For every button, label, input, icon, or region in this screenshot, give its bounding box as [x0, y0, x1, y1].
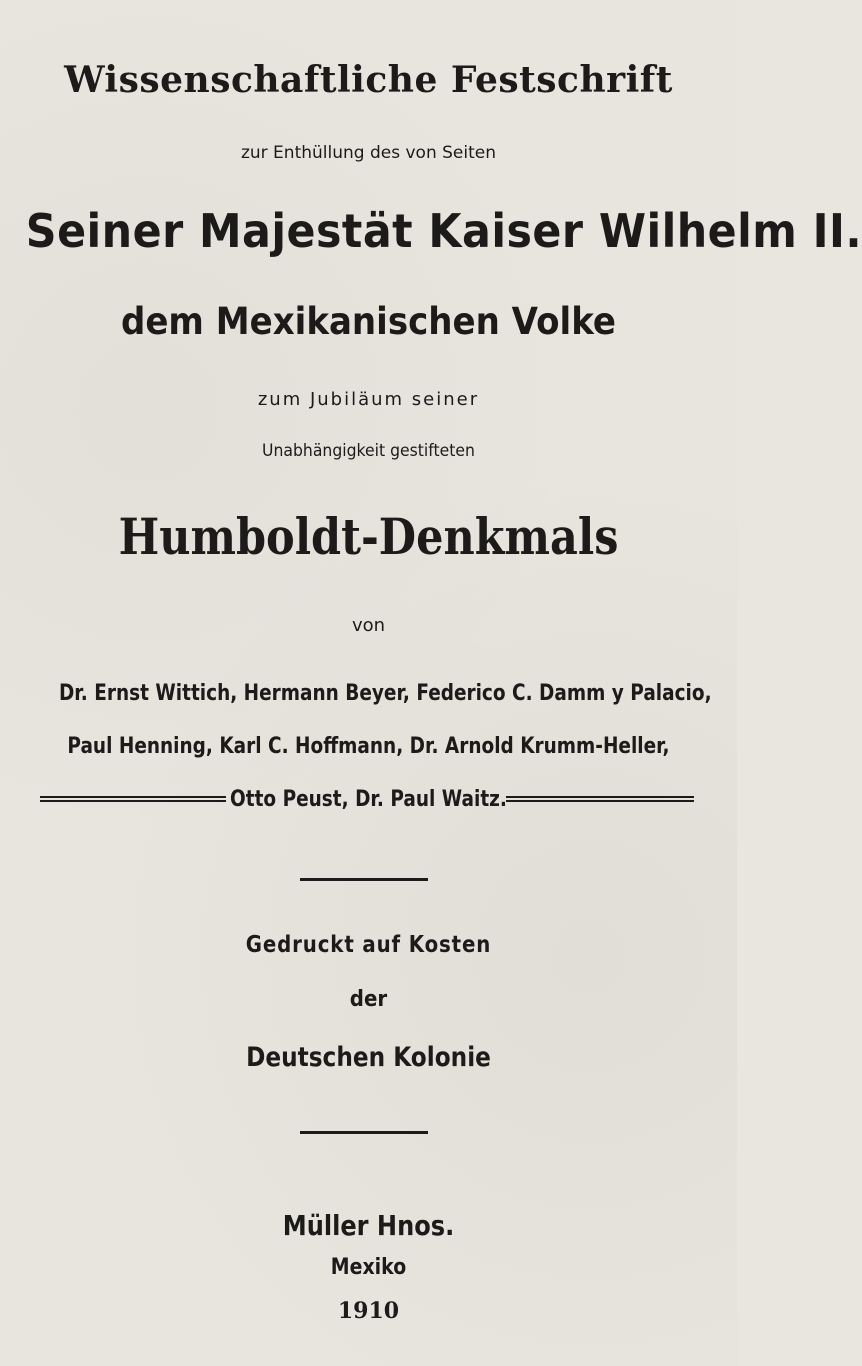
authors-line-2: Paul Henning, Karl C. Hoffmann, Dr. Arnold Krumm-Heller,: [67, 734, 670, 759]
jubilee-line: zum Jubiläum seiner: [257, 389, 480, 410]
emperor-line: Seiner Majestät Kaiser Wilhelm II.: [25, 204, 862, 258]
printing-line-1: Gedruckt auf Kosten: [245, 932, 492, 958]
divider-rule-lower: [300, 1131, 428, 1134]
independence-line: Unabhängigkeit gestifteten: [262, 441, 475, 461]
printing-line-2: der: [349, 987, 388, 1012]
place: Mexiko: [330, 1255, 407, 1280]
authors-line-3: Otto Peust, Dr. Paul Waitz.: [230, 787, 507, 812]
printing-line-3: Deutschen Kolonie: [246, 1042, 491, 1073]
year: 1910: [337, 1298, 400, 1324]
divider-rule-upper: [300, 878, 428, 881]
festschrift-heading: Wissenschaftliche Festschrift: [64, 59, 673, 101]
authors-line-1: Dr. Ernst Wittich, Hermann Beyer, Federico C. Damm y Palacio,: [58, 681, 712, 706]
occasion-line: zur Enthüllung des von Seiten: [240, 143, 497, 163]
by-line: von: [351, 615, 386, 636]
people-line: dem Mexikanischen Volke: [120, 300, 617, 343]
double-rule-right: [506, 796, 694, 802]
publisher: Müller Hnos.: [282, 1209, 455, 1242]
main-title: Humboldt-Denkmals: [118, 507, 619, 566]
